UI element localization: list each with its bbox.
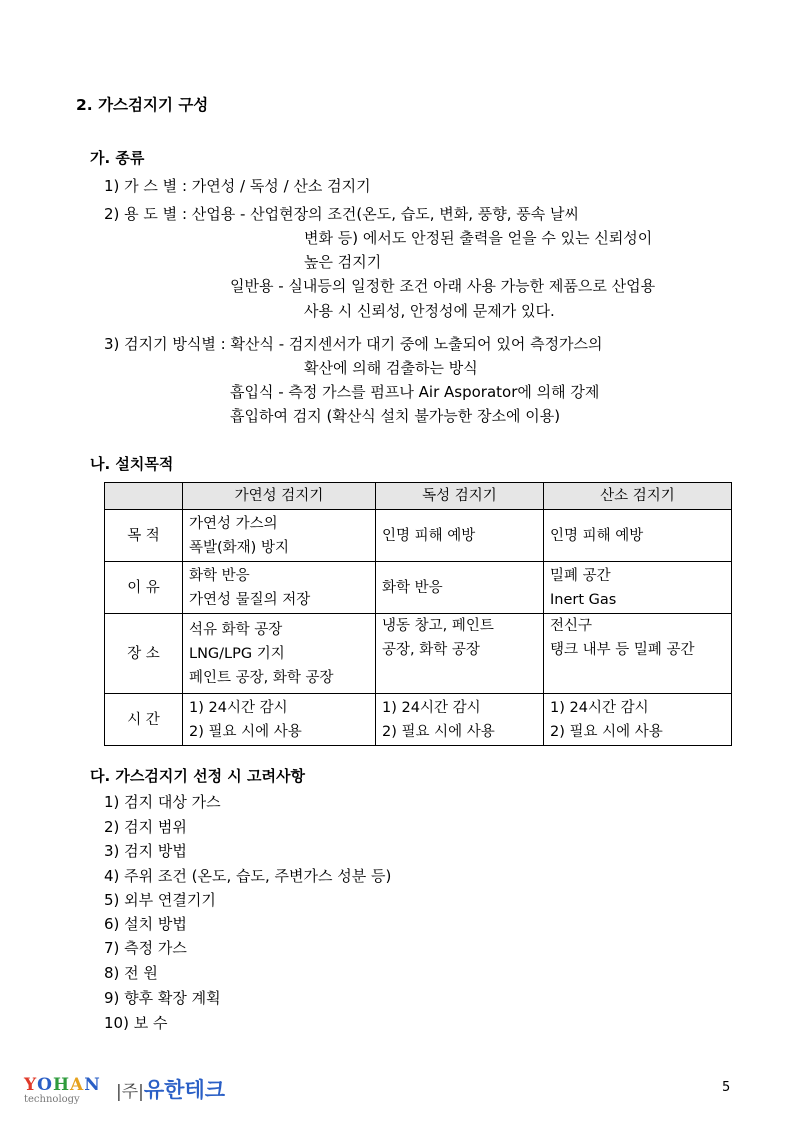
company-logo-korean: |주|유한테크 xyxy=(116,1078,226,1102)
types-line-10: 흡입하여 검지 (확산식 설치 불가능한 장소에 이용) xyxy=(230,407,561,425)
list-item: 6) 설치 방법 xyxy=(104,915,187,933)
list-item: 1) 검지 대상 가스 xyxy=(104,793,221,811)
heading-purpose: 나. 설치목적 xyxy=(90,455,174,473)
table-row xyxy=(105,694,732,746)
types-line-5: 일반용 - 실내등의 일정한 조건 아래 사용 가능한 제품으로 산업용 xyxy=(230,277,656,295)
table-header-oxygen: 산소 검지기 xyxy=(544,483,732,510)
row-label-reason: 이 유 xyxy=(105,562,183,614)
table-cell: 석유 화학 공장 LNG/LPG 기지 페인트 공장, 화학 공장 xyxy=(183,614,376,694)
row-label-purpose: 목 적 xyxy=(105,510,183,562)
table-cell: 1) 24시간 감시 2) 필요 시에 사용 xyxy=(544,694,732,746)
types-line-8: 확산에 의해 검출하는 방식 xyxy=(304,359,478,377)
heading-types: 가. 종류 xyxy=(90,149,145,167)
list-item: 3) 검지 방법 xyxy=(104,842,187,860)
table-cell: 가연성 가스의 폭발(화재) 방지 xyxy=(183,510,376,562)
table-header-corner xyxy=(105,483,183,510)
table-row xyxy=(105,614,732,694)
table-header-row xyxy=(105,483,732,510)
purpose-table xyxy=(104,482,732,746)
types-line-3: 변화 등) 에서도 안정된 출력을 얻을 수 있는 신뢰성이 xyxy=(304,229,653,247)
list-item: 7) 측정 가스 xyxy=(104,939,187,957)
table-cell: 냉동 창고, 페인트 공장, 화학 공장 xyxy=(376,614,544,694)
page-number: 5 xyxy=(722,1080,731,1095)
list-item: 9) 향후 확장 계획 xyxy=(104,989,221,1007)
table-row xyxy=(105,562,732,614)
section-title: 2. 가스검지기 구성 xyxy=(76,96,209,114)
table-cell: 밀폐 공간 Inert Gas xyxy=(544,562,732,614)
list-item: 8) 전 원 xyxy=(104,964,158,982)
table-cell: 1) 24시간 감시 2) 필요 시에 사용 xyxy=(376,694,544,746)
heading-selection: 다. 가스검지기 선정 시 고려사항 xyxy=(90,767,305,785)
types-line-1: 1) 가 스 별 : 가연성 / 독성 / 산소 검지기 xyxy=(104,177,371,195)
types-line-7: 3) 검지기 방식별 : 확산식 - 검지센서가 대기 중에 노출되어 있어 측정가스의 xyxy=(104,335,603,353)
table-cell: 화학 반응 가연성 물질의 저장 xyxy=(183,562,376,614)
company-logo-wordmark: YOHAN xyxy=(24,1075,101,1095)
row-label-time: 시 간 xyxy=(105,694,183,746)
list-item: 5) 외부 연결기기 xyxy=(104,891,216,909)
table-cell: 전신구 탱크 내부 등 밀폐 공간 xyxy=(544,614,732,694)
list-item: 10) 보 수 xyxy=(104,1014,168,1032)
types-line-9: 흡입식 - 측정 가스를 펌프나 Air Asporator에 의해 강제 xyxy=(230,383,600,401)
table-cell: 인명 피해 예방 xyxy=(376,510,544,562)
table-cell: 1) 24시간 감시 2) 필요 시에 사용 xyxy=(183,694,376,746)
list-item: 4) 주위 조건 (온도, 습도, 주변가스 성분 등) xyxy=(104,867,392,885)
table-header-toxic: 독성 검지기 xyxy=(376,483,544,510)
table-row xyxy=(105,510,732,562)
types-line-2: 2) 용 도 별 : 산업용 - 산업현장의 조건(온도, 습도, 변화, 풍향, 풍속 날씨 xyxy=(104,205,580,223)
types-line-4: 높은 검지기 xyxy=(304,253,382,271)
row-label-place: 장 소 xyxy=(105,614,183,694)
table-cell: 인명 피해 예방 xyxy=(544,510,732,562)
table-cell: 화학 반응 xyxy=(376,562,544,614)
table-header-flammable: 가연성 검지기 xyxy=(183,483,376,510)
types-line-6: 사용 시 신뢰성, 안정성에 문제가 있다. xyxy=(304,302,555,320)
company-logo-subtitle: technology xyxy=(24,1094,80,1105)
list-item: 2) 검지 범위 xyxy=(104,818,187,836)
